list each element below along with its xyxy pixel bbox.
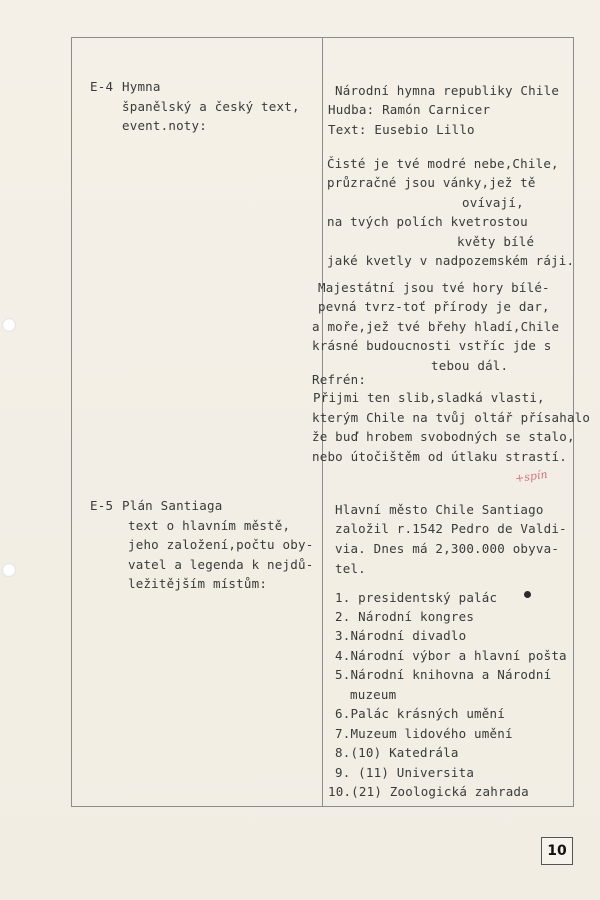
entry-code: E-4	[90, 79, 114, 94]
anthem-line: krásné budoucnosti vstříc jde s	[312, 338, 552, 353]
entry-description-line: ležitějším místům:	[128, 576, 268, 591]
entry-description-line: event.noty:	[122, 118, 207, 133]
legend-item: 6.Palác krásných umění	[335, 706, 505, 721]
legend-item: 1. presidentský palác	[335, 590, 498, 605]
anthem-line: a moře,jež tvé břehy hladí,Chile	[312, 319, 560, 334]
table-border-left	[71, 37, 72, 807]
santiago-text-line: založil r.1542 Pedro de Valdi-	[335, 521, 567, 536]
anthem-line: jaké kvetly v nadpozemském ráji.	[327, 253, 575, 268]
entry-description-line: vatel a legenda k nejdů-	[128, 557, 314, 572]
anthem-line: nebo útočištěm od útlaku strastí.	[312, 449, 567, 464]
entry-code: E-5	[90, 498, 114, 513]
entry-title: Hymna	[122, 79, 161, 94]
anthem-line: Národní hymna republiky Chile	[335, 83, 560, 98]
handwritten-note: +spín	[514, 467, 549, 486]
anthem-line: průzračné jsou vánky,jež tě	[327, 175, 536, 190]
legend-item: 4.Národní výbor a hlavní pošta	[335, 648, 567, 663]
anthem-line: Čisté je tvé modré nebe,Chile,	[327, 156, 559, 171]
anthem-line: Hudba: Ramón Carnicer	[328, 102, 491, 117]
santiago-text-line: tel.	[335, 561, 366, 576]
anthem-line: ovívají,	[462, 195, 524, 210]
page-number: 10	[541, 837, 573, 865]
legend-item: 10.(21) Zoologická zahrada	[328, 784, 529, 799]
santiago-text-line: via. Dnes má 2,300.000 obyva-	[335, 541, 560, 556]
anthem-line: Text: Eusebio Lillo	[328, 122, 475, 137]
legend-item: 3.Národní divadlo	[335, 628, 467, 643]
anthem-line: Přijmi ten slib,sladká vlasti,	[313, 390, 545, 405]
anthem-line: na tvých polích kvetrostou	[327, 214, 528, 229]
anthem-line: květy bílé	[457, 234, 535, 249]
anthem-line: pevná tvrz-toť přírody je dar,	[318, 299, 550, 314]
legend-item: 7.Muzeum lidového umění	[335, 726, 513, 741]
anthem-line: tebou dál.	[431, 358, 509, 373]
legend-item: muzeum	[350, 687, 397, 702]
santiago-text-line: Hlavní město Chile Santiago	[335, 502, 544, 517]
ink-dot	[524, 591, 531, 598]
anthem-line: Majestátní jsou tvé hory bílé-	[318, 280, 550, 295]
legend-item: 2. Národní kongres	[335, 609, 475, 624]
legend-item: 8.(10) Katedrála	[335, 745, 459, 760]
entry-description-line: text o hlavním městě,	[128, 518, 291, 533]
anthem-line: kterým Chile na tvůj oltář přísahalo	[312, 410, 591, 425]
entry-description-line: jeho založení,počtu oby-	[128, 537, 314, 552]
anthem-refrain-label: Refrén:	[312, 372, 367, 387]
entry-description-line: španělský a český text,	[122, 99, 300, 114]
legend-item: 5.Národní knihovna a Národní	[335, 667, 552, 682]
legend-item: 9. (11) Universita	[335, 765, 475, 780]
punch-hole	[2, 318, 16, 332]
entry-title: Plán Santiaga	[122, 498, 223, 513]
anthem-line: že buď hrobem svobodných se stalo,	[312, 429, 575, 444]
punch-hole	[2, 563, 16, 577]
